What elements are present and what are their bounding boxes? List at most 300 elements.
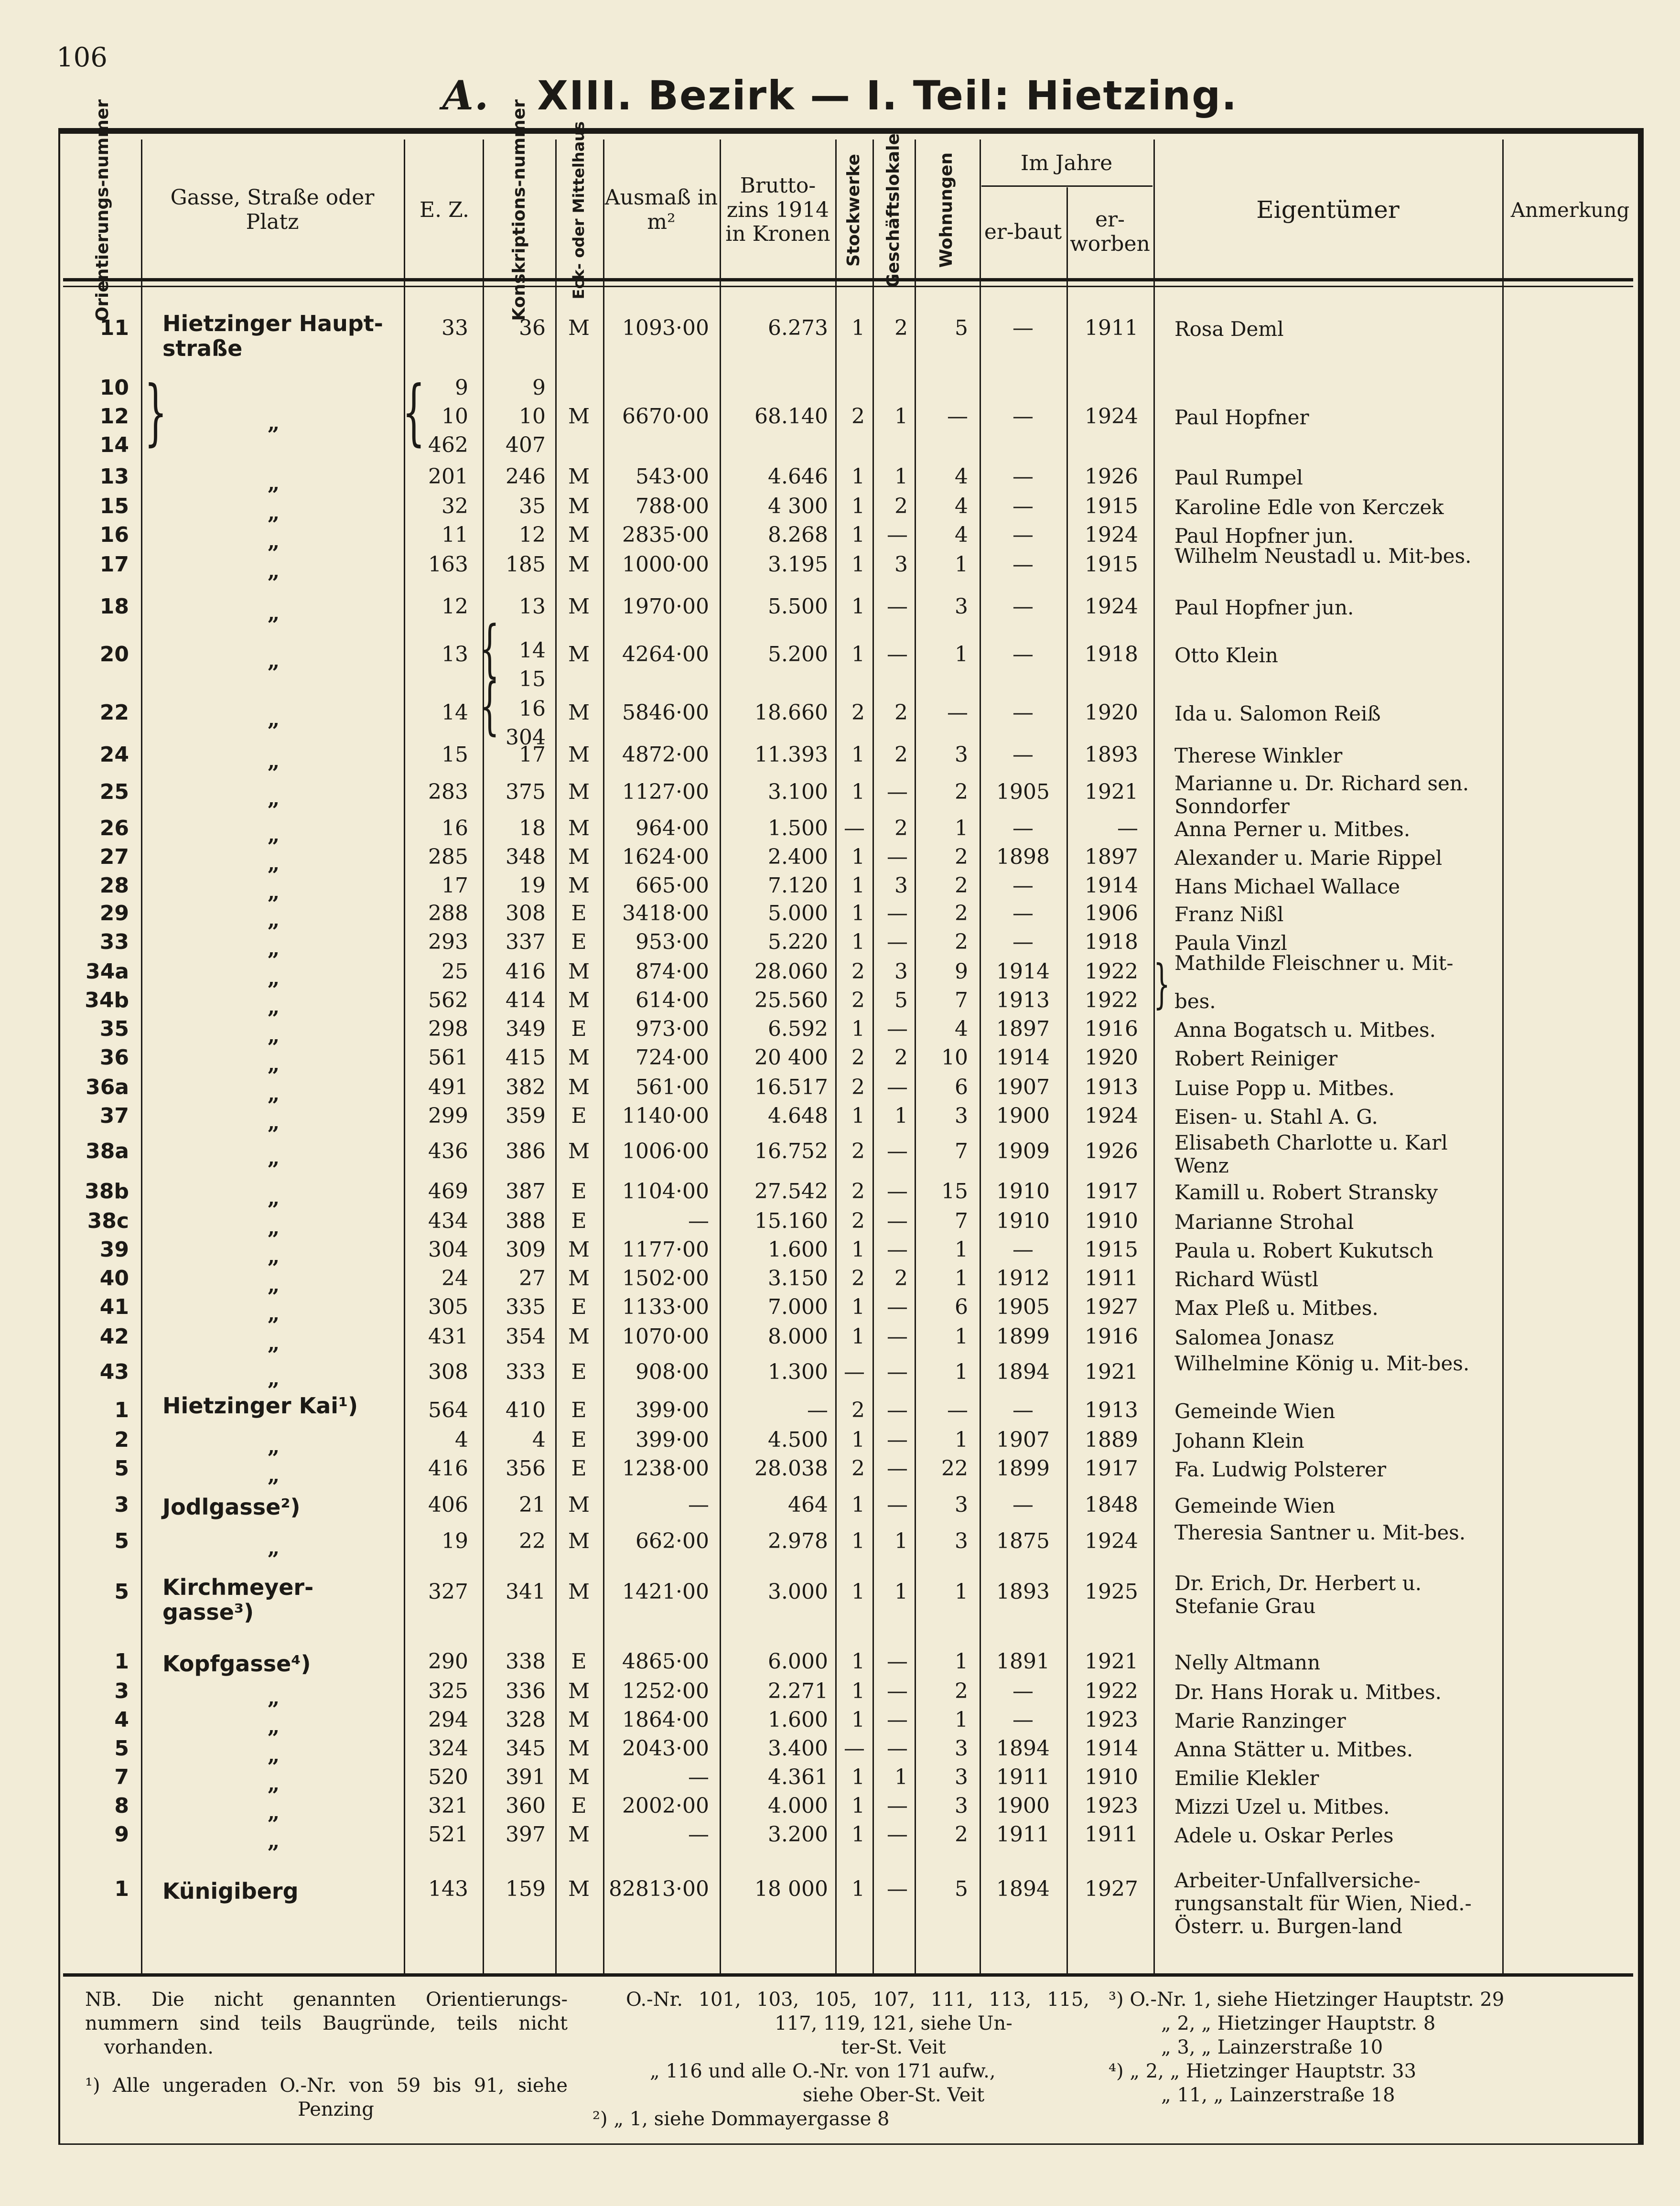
header-im-jahre: Im Jahre	[1020, 151, 1113, 176]
kn-cell: 246	[506, 464, 546, 489]
street-cell: „	[268, 1463, 280, 1487]
owner-cell: Franz Nißl	[1174, 903, 1284, 926]
orientation-cell: 27	[99, 845, 129, 869]
kn-cell: 391	[506, 1765, 546, 1789]
erworben-cell: 1897	[1085, 845, 1138, 869]
street-cell: „	[268, 1273, 280, 1297]
ausmass-cell: 614·00	[635, 988, 709, 1012]
ausmass-cell: 4872·00	[622, 743, 709, 767]
geschaeft-cell: —	[887, 1139, 908, 1163]
stockwerke-cell: —	[844, 816, 865, 840]
zins-cell: 464	[788, 1493, 828, 1517]
zins-cell: 8.000	[768, 1324, 828, 1349]
kn-cell: 9	[532, 376, 546, 400]
street-cell: „	[268, 601, 280, 625]
geschaeft-cell: —	[887, 845, 908, 869]
right-line-1: ³) O.-Nr. 1, siehe Hietzinger Hauptstr. 29	[1109, 1989, 1505, 2011]
kn-cell: 388	[506, 1209, 546, 1233]
wohnungen-cell: 15	[941, 1179, 968, 1204]
owner-cell: Paul Hopfner	[1174, 406, 1309, 429]
street-cell: „	[268, 1434, 280, 1459]
footnote-1-line-2: Penzing	[298, 2098, 374, 2120]
ez-cell: 25	[442, 959, 468, 984]
wohnungen-cell: 1	[955, 1649, 968, 1674]
ez-cell: 562	[428, 988, 468, 1012]
zins-cell: 7.120	[768, 873, 828, 898]
ez-cell: 324	[428, 1736, 468, 1761]
mid-line-5: siehe Ober-St. Veit	[802, 2084, 985, 2106]
zins-cell: 16.752	[754, 1139, 828, 1163]
wohnungen-cell: 1	[955, 1324, 968, 1349]
zins-cell: 5.000	[768, 901, 828, 925]
street-cell: „	[268, 749, 280, 774]
ez-cell: 285	[428, 845, 468, 869]
zins-cell: 6.592	[768, 1017, 828, 1041]
geschaeft-cell: 2	[894, 1045, 908, 1070]
kn-cell: 308	[506, 901, 546, 925]
kn-cell-second: 304	[506, 725, 546, 750]
eck-cell: M	[568, 988, 590, 1012]
ez-cell: 14	[442, 700, 468, 725]
geschaeft-cell: —	[887, 1822, 908, 1847]
eck-cell: M	[568, 700, 590, 725]
wohnungen-cell: 7	[955, 1209, 968, 1233]
erworben-cell: 1917	[1085, 1179, 1138, 1204]
wohnungen-cell: 3	[955, 1104, 968, 1128]
footnote-middle	[592, 1988, 1089, 2131]
street-cell: „	[268, 1772, 280, 1796]
geschaeft-cell: 3	[894, 959, 908, 984]
erworben-cell: 1923	[1085, 1794, 1138, 1818]
stockwerke-cell: 2	[851, 1209, 865, 1233]
ausmass-cell: 1864·00	[622, 1708, 709, 1732]
wohnungen-cell: 2	[955, 1822, 968, 1847]
geschaeft-cell: 1	[894, 1104, 908, 1128]
owner-cell: Eisen- u. Stahl A. G.	[1174, 1105, 1378, 1129]
wohnungen-cell: 4	[955, 464, 968, 489]
geschaeft-cell: —	[887, 930, 908, 954]
ez-cell: 13	[442, 642, 468, 667]
kn-cell: 335	[506, 1295, 546, 1319]
erbaut-cell: 1910	[996, 1179, 1050, 1204]
wohnungen-cell: 3	[955, 743, 968, 767]
ausmass-cell: 2835·00	[622, 523, 709, 547]
owner-cell: Mizzi Uzel u. Mitbes.	[1174, 1795, 1390, 1819]
street-cell: „	[268, 1146, 280, 1170]
kn-cell: 13	[519, 594, 546, 619]
wohnungen-cell: 2	[955, 901, 968, 925]
erbaut-cell: 1875	[996, 1529, 1050, 1553]
street-cell: „	[268, 936, 280, 961]
erbaut-cell: —	[1012, 494, 1034, 518]
wohnungen-cell: 5	[955, 1877, 968, 1901]
stockwerke-cell: 1	[851, 930, 865, 954]
geschaeft-cell: —	[887, 1398, 908, 1422]
header-wohnungen: Wohnungen	[937, 152, 957, 268]
stockwerke-cell: 1	[851, 1679, 865, 1703]
footnote-1-line-1: ¹) Alle ungeraden O.-Nr. von 59 bis 91, siehe	[85, 2075, 568, 2097]
eck-cell: M	[568, 552, 590, 577]
street-cell: Künigiberg	[162, 1878, 299, 1904]
owner-cell: Therese Winkler	[1174, 744, 1343, 767]
erworben-cell: 1906	[1085, 901, 1138, 925]
orientation-cell: 1	[114, 1877, 129, 1901]
kn-cell: 27	[519, 1266, 546, 1291]
erbaut-cell: —	[1012, 873, 1034, 898]
erworben-cell: 1922	[1085, 988, 1138, 1012]
stockwerke-cell: 1	[851, 1708, 865, 1732]
erworben-cell: 1911	[1085, 316, 1138, 340]
ausmass-cell: 1624·00	[622, 845, 709, 869]
owner-cell: Paul Hopfner jun.	[1174, 596, 1354, 619]
kn-cell: 10	[519, 404, 546, 429]
ausmass-cell: 3418·00	[622, 901, 709, 925]
street-cell: „	[268, 1686, 280, 1710]
geschaeft-cell: 2	[894, 700, 908, 725]
zins-cell: 15.160	[754, 1209, 828, 1233]
erworben-cell: 1926	[1085, 464, 1138, 489]
street-cell: Kopfgasse⁴)	[162, 1651, 311, 1677]
geschaeft-cell: —	[887, 1679, 908, 1703]
header-eigentuemer: Eigentümer	[1256, 196, 1400, 224]
erbaut-cell: 1897	[996, 1017, 1050, 1041]
header-ez: E. Z.	[420, 197, 469, 222]
kn-cell: 17	[519, 743, 546, 767]
erworben-cell: 1916	[1085, 1017, 1138, 1041]
zins-cell: 3.100	[768, 780, 828, 804]
owner-cell: Dr. Erich, Dr. Herbert u. Stefanie Grau	[1174, 1571, 1422, 1618]
nb-line-3: vorhanden.	[104, 2036, 214, 2058]
street-cell: „	[268, 786, 280, 811]
street-cell: „	[268, 908, 280, 932]
footnote-right	[1109, 1988, 1615, 2107]
zins-cell: 1.600	[768, 1708, 828, 1732]
zins-cell: 4.648	[768, 1104, 828, 1128]
brace-kn-20: {	[480, 612, 500, 685]
stockwerke-cell: 2	[851, 700, 865, 725]
orientation-cell: 38a	[86, 1139, 129, 1163]
wohnungen-cell: 6	[955, 1075, 968, 1099]
zins-cell: 28.038	[754, 1456, 828, 1481]
owner-cell: Robert Reiniger	[1174, 1047, 1338, 1070]
geschaeft-cell: 1	[894, 404, 908, 429]
stockwerke-cell: 2	[851, 404, 865, 429]
kn-cell: 35	[519, 494, 546, 518]
stockwerke-cell: 1	[851, 1104, 865, 1128]
zins-cell: 11.393	[754, 743, 828, 767]
erworben-cell: 1924	[1085, 1529, 1138, 1553]
kn-cell: 407	[506, 433, 546, 457]
eck-cell: E	[571, 1209, 587, 1233]
stockwerke-cell: 1	[851, 1428, 865, 1452]
geschaeft-cell: —	[887, 1736, 908, 1761]
owner-cell: Kamill u. Robert Stransky	[1174, 1181, 1438, 1204]
street-cell: „	[268, 823, 280, 847]
wohnungen-cell: 2	[955, 930, 968, 954]
nb-line-2: nummern sind teils Baugründe, teils nicht	[85, 2012, 568, 2034]
erbaut-cell: 1905	[996, 1295, 1050, 1319]
erbaut-cell: 1905	[996, 780, 1050, 804]
owner-cell: Gemeinde Wien	[1174, 1494, 1335, 1517]
erworben-cell: 1923	[1085, 1708, 1138, 1732]
ausmass-cell: 1238·00	[622, 1456, 709, 1481]
street-cell: „	[268, 851, 280, 876]
erbaut-cell: 1900	[996, 1794, 1050, 1818]
geschaeft-cell: 3	[894, 552, 908, 577]
zins-cell: 5.220	[768, 930, 828, 954]
zins-cell: 5.200	[768, 642, 828, 667]
kn-cell: 349	[506, 1017, 546, 1041]
geschaeft-cell: —	[887, 1493, 908, 1517]
eck-cell: M	[568, 464, 590, 489]
ausmass-cell: 1252·00	[622, 1679, 709, 1703]
ez-cell: 436	[428, 1139, 468, 1163]
eck-cell: E	[571, 1398, 587, 1422]
kn-cell: 375	[506, 780, 546, 804]
zins-cell: 25.560	[754, 988, 828, 1012]
kn-cell: 18	[519, 816, 546, 840]
ez-cell: 33	[442, 316, 468, 340]
wohnungen-cell: 3	[955, 1765, 968, 1789]
erworben-cell: 1922	[1085, 959, 1138, 984]
owner-cell: Anna Perner u. Mitbes.	[1174, 818, 1411, 841]
geschaeft-cell: —	[887, 780, 908, 804]
erworben-cell: 1921	[1085, 780, 1138, 804]
erworben-cell: 1925	[1085, 1580, 1138, 1604]
erbaut-cell: 1894	[996, 1360, 1050, 1384]
geschaeft-cell: 2	[894, 816, 908, 840]
ez-cell: 561	[428, 1045, 468, 1070]
owner-cell: Anna Stätter u. Mitbes.	[1174, 1738, 1413, 1761]
ez-cell: 17	[442, 873, 468, 898]
street-cell: „	[268, 649, 280, 673]
erbaut-cell: 1913	[996, 988, 1050, 1012]
stockwerke-cell: 1	[851, 1822, 865, 1847]
stockwerke-cell: 2	[851, 959, 865, 984]
erworben-cell: 1918	[1085, 642, 1138, 667]
street-cell: „	[268, 529, 280, 554]
erbaut-cell: 1894	[996, 1877, 1050, 1901]
street-cell: „	[268, 1829, 280, 1853]
street-cell: „	[268, 880, 280, 904]
street-cell: „	[268, 1216, 280, 1240]
ez-cell: 462	[428, 433, 468, 457]
geschaeft-cell: —	[887, 1877, 908, 1901]
header-street: Gasse, Straße oder Platz	[170, 185, 375, 234]
erworben-cell: 1916	[1085, 1324, 1138, 1349]
stockwerke-cell: 1	[851, 494, 865, 518]
orientation-cell: 18	[99, 594, 129, 619]
kn-cell: 387	[506, 1179, 546, 1204]
orientation-cell: 24	[99, 743, 129, 767]
erworben-cell: 1927	[1085, 1877, 1138, 1901]
orientation-cell: 2	[114, 1428, 129, 1452]
orientation-cell: 34a	[86, 959, 129, 984]
wohnungen-cell: 1	[955, 1360, 968, 1384]
orientation-cell: 15	[99, 494, 129, 518]
ausmass-cell: —	[688, 1765, 709, 1789]
kn-cell: 356	[506, 1456, 546, 1481]
erbaut-cell: 1894	[996, 1736, 1050, 1761]
zins-cell: 4.646	[768, 464, 828, 489]
ausmass-cell: 1421·00	[622, 1580, 709, 1604]
owner-cell: Paul Rumpel	[1174, 466, 1303, 489]
zins-cell: 18 000	[754, 1877, 828, 1901]
title-text: XIII. Bezirk — I. Teil: Hietzing.	[537, 72, 1238, 119]
erworben-cell: 1917	[1085, 1456, 1138, 1481]
header-eck: Eck- oder Mittelhaus	[569, 121, 588, 300]
erworben-cell: 1893	[1085, 743, 1138, 767]
erbaut-cell: —	[1012, 523, 1034, 547]
wohnungen-cell: 1	[955, 1266, 968, 1291]
street-cell: „	[268, 707, 280, 732]
ez-cell: 431	[428, 1324, 468, 1349]
owner-cell: Max Pleß u. Mitbes.	[1174, 1296, 1378, 1320]
geschaeft-cell: —	[887, 1017, 908, 1041]
stockwerke-cell: 1	[851, 743, 865, 767]
ausmass-cell: 2002·00	[622, 1794, 709, 1818]
kn-cell: 337	[506, 930, 546, 954]
kn-cell: 12	[519, 523, 546, 547]
owner-cell: Alexander u. Marie Rippel	[1174, 846, 1443, 870]
erbaut-cell: 1899	[996, 1456, 1050, 1481]
ez-cell: 564	[428, 1398, 468, 1422]
stockwerke-cell: 2	[851, 1266, 865, 1291]
eck-cell: M	[568, 780, 590, 804]
erbaut-cell: —	[1012, 1398, 1034, 1422]
ez-cell: 143	[428, 1877, 468, 1901]
street-cell: „	[268, 1244, 280, 1269]
ausmass-cell: 543·00	[635, 464, 709, 489]
ez-cell: 469	[428, 1179, 468, 1204]
owner-cell: Arbeiter-Unfallversiche-rungsanstalt für Wien, Nied.-Österr. u. Burgen-land	[1174, 1869, 1472, 1938]
orientation-cell: 12	[99, 404, 129, 429]
street-cell: Hietzinger Kai¹)	[162, 1393, 358, 1419]
kn-cell: 397	[506, 1822, 546, 1847]
erbaut-cell: —	[1012, 700, 1034, 725]
eck-cell: E	[571, 930, 587, 954]
erbaut-cell: 1914	[996, 1045, 1050, 1070]
ez-cell: 491	[428, 1075, 468, 1099]
wohnungen-cell: 4	[955, 494, 968, 518]
wohnungen-cell: —	[947, 404, 968, 429]
eck-cell: E	[571, 1295, 587, 1319]
ausmass-cell: 1127·00	[622, 780, 709, 804]
erbaut-cell: 1907	[996, 1428, 1050, 1452]
kn-cell: 414	[506, 988, 546, 1012]
orientation-cell: 36	[99, 1045, 129, 1070]
wohnungen-cell: 3	[955, 1493, 968, 1517]
orientation-cell: 13	[99, 464, 129, 489]
mid-line-4: „ 116 und alle O.-Nr. von 171 aufw.,	[650, 2060, 996, 2082]
ez-cell: 24	[442, 1266, 468, 1291]
ez-cell: 325	[428, 1679, 468, 1703]
eck-cell: E	[571, 1104, 587, 1128]
street-cell: „	[268, 966, 280, 990]
wohnungen-cell: 4	[955, 523, 968, 547]
geschaeft-cell: —	[887, 1238, 908, 1262]
geschaeft-cell: —	[887, 1179, 908, 1204]
column-line	[141, 140, 142, 1973]
eck-cell: M	[568, 1580, 590, 1604]
kn-cell: 21	[519, 1493, 546, 1517]
owner-cell: Rosa Deml	[1174, 317, 1284, 341]
ez-cell: 11	[442, 523, 468, 547]
ez-cell: 10	[442, 404, 468, 429]
eck-cell: E	[571, 1428, 587, 1452]
erworben-cell: 1924	[1085, 404, 1138, 429]
orientation-cell: 37	[99, 1104, 129, 1128]
ausmass-cell: 953·00	[635, 930, 709, 954]
ausmass-cell: 1104·00	[622, 1179, 709, 1204]
stockwerke-cell: 2	[851, 1045, 865, 1070]
zins-cell: 7.000	[768, 1295, 828, 1319]
geschaeft-cell: —	[887, 1794, 908, 1818]
geschaeft-cell: —	[887, 1209, 908, 1233]
geschaeft-cell: 2	[894, 316, 908, 340]
zins-cell: 3.150	[768, 1266, 828, 1291]
owner-cell: Richard Wüstl	[1174, 1268, 1319, 1291]
eck-cell: M	[568, 1266, 590, 1291]
orientation-cell: 35	[99, 1017, 129, 1041]
header-orientation: Orientierungs-nummer	[93, 99, 113, 322]
geschaeft-cell: —	[887, 642, 908, 667]
brace-ez-10-14: {	[402, 371, 425, 454]
geschaeft-cell: 1	[894, 464, 908, 489]
orientation-cell: 42	[99, 1324, 129, 1349]
ausmass-cell: 6670·00	[622, 404, 709, 429]
stockwerke-cell: 2	[851, 1456, 865, 1481]
erworben-cell: 1921	[1085, 1649, 1138, 1674]
street-cell: „	[268, 471, 280, 495]
ez-cell: 288	[428, 901, 468, 925]
stockwerke-cell: 1	[851, 1529, 865, 1553]
ausmass-cell: 724·00	[635, 1045, 709, 1070]
eck-cell: M	[568, 845, 590, 869]
erbaut-cell: —	[1012, 316, 1034, 340]
street-cell: „	[268, 1110, 280, 1135]
zins-cell: 68.140	[754, 404, 828, 429]
wohnungen-cell: 2	[955, 873, 968, 898]
ausmass-cell: 1133·00	[622, 1295, 709, 1319]
orientation-cell: 1	[114, 1398, 129, 1422]
zins-cell: 2.978	[768, 1529, 828, 1553]
ez-cell: 308	[428, 1360, 468, 1384]
erbaut-cell: 1912	[996, 1266, 1050, 1291]
ausmass-cell: —	[688, 1209, 709, 1233]
kn-cell: 14	[519, 638, 546, 663]
kn-cell: 328	[506, 1708, 546, 1732]
ez-cell: 299	[428, 1104, 468, 1128]
ez-cell: 293	[428, 930, 468, 954]
header-anmerkung: Anmerkung	[1510, 198, 1630, 222]
kn-cell: 386	[506, 1139, 546, 1163]
zins-cell: 2.271	[768, 1679, 828, 1703]
eck-cell: M	[568, 959, 590, 984]
mid-line-6: ²) „ 1, siehe Dommayergasse 8	[592, 2108, 890, 2130]
eck-cell: E	[571, 1456, 587, 1481]
kn-cell: 415	[506, 1045, 546, 1070]
header-brutto: Brutto-zins 1914 in Kronen	[725, 173, 830, 247]
eck-cell: M	[568, 594, 590, 619]
kn-cell: 359	[506, 1104, 546, 1128]
erbaut-cell: —	[1012, 552, 1034, 577]
erworben-cell: 1915	[1085, 552, 1138, 577]
geschaeft-cell: 2	[894, 743, 908, 767]
street-cell: „	[268, 1800, 280, 1825]
zins-cell: 6.000	[768, 1649, 828, 1674]
orientation-cell: 5	[114, 1736, 129, 1761]
